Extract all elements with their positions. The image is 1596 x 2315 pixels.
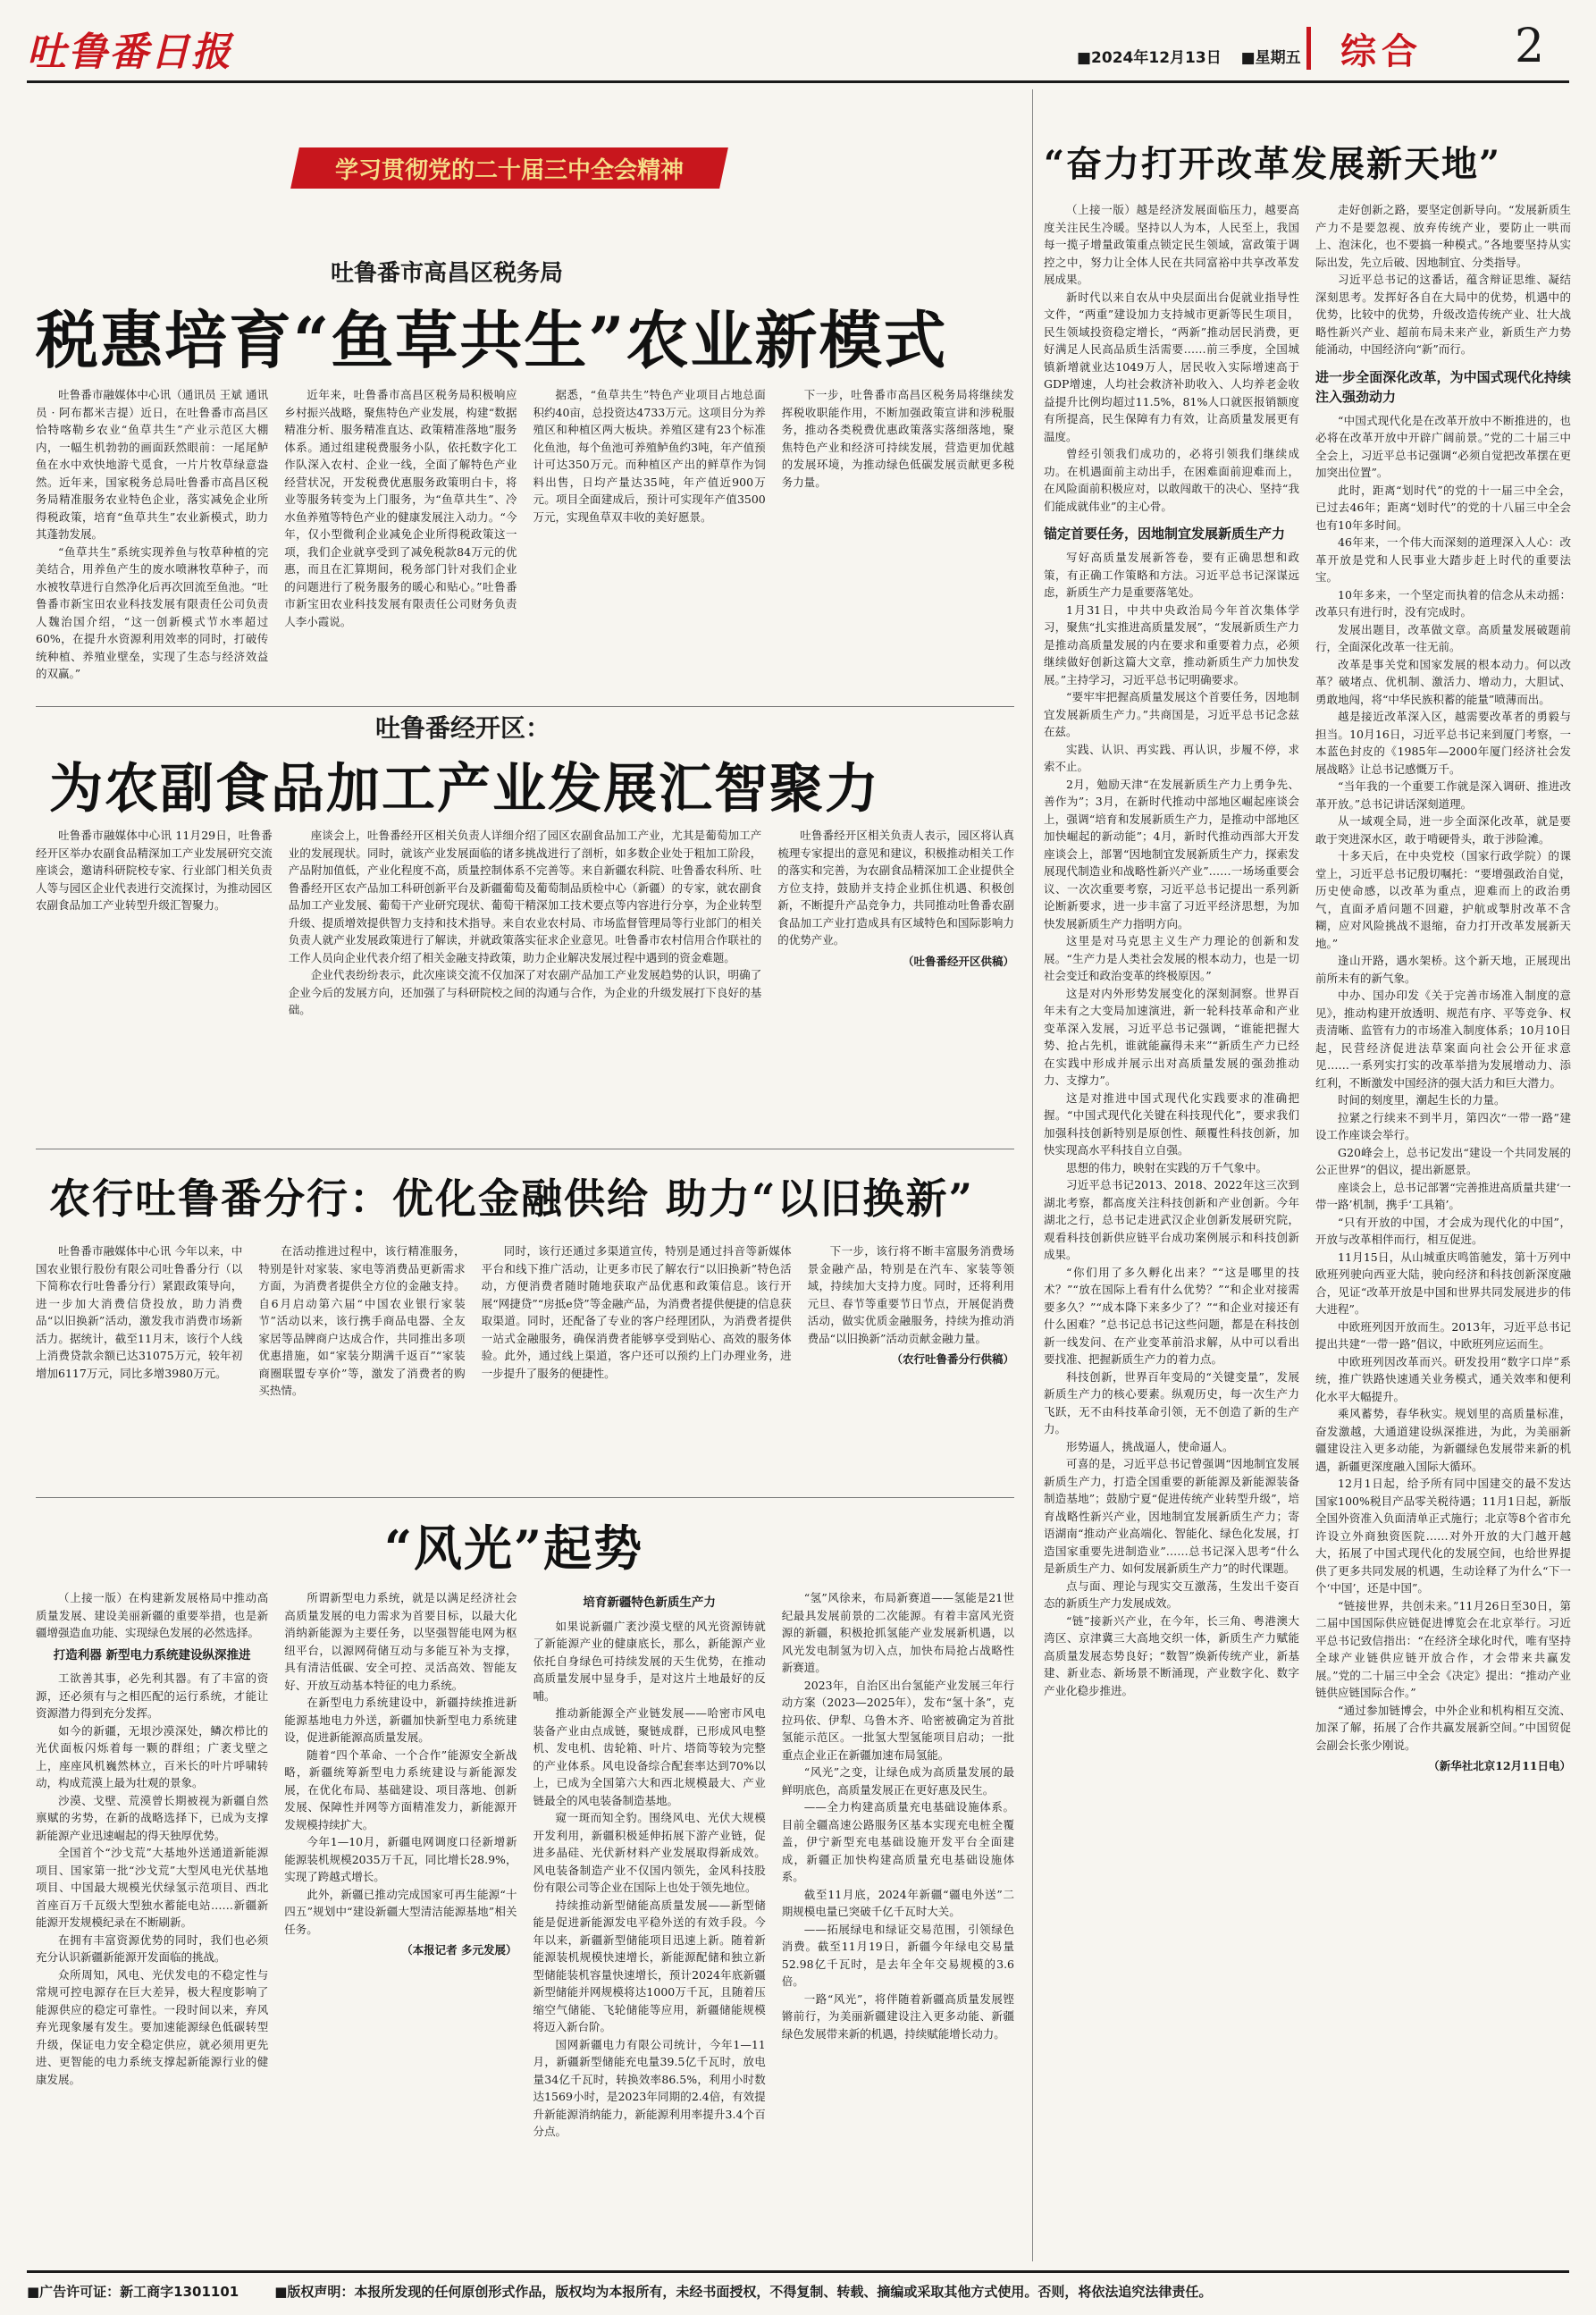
article1-paragraph: 近年来，吐鲁番市高昌区税务局积极响应乡村振兴战略，聚焦特色产业发展，构建“数据精准分析、服务精准直达、政策精准落地”服务体系。通过组建税费服务小队，依托数字化工作队深入农村、企业一线，全面了解特色产业经营状况，开发税费优惠服务政策明白卡，将业等服务转变为上门服务，为“鱼草共生”、冷水鱼养殖等特色产业的健康发展注入动力。“今年，仅小型微利企业减免企业所得税政策这一项，我们企业就享受到了减免税款84万元的优惠，而且在汇算期间，税务部门针对我们企业的问题进行了税务服务的暖心和贴心。”吐鲁番市新宝田农业科技发展有限责任公司财务负责人李小霞说。: [284, 388, 517, 628]
article4-paragraph: 如果说新疆广袤沙漠戈壁的风光资源铸就了新能源产业的健康底长，那么，新能源产业依托自身绿色可持续发展的天生优势，在推动高质量发展中显身手，是对这片土地最好的反哺。: [533, 1619, 766, 1703]
article5-paragraph: 曾经引领我们成功的，必将引领我们继续成功。在机遇面前主动出手，在困难面前迎难而上，在风险面前积极应对，以敢闯敢干的决心、坚持“我们能成就伟业”的主心骨。: [1044, 447, 1299, 513]
article3-paragraph: 在活动推进过程中，该行精准服务，特别是针对家装、家电等消费品更新需求方面，为消费者提供全方位的金融支持。自6月启动第六届“中国农业银行家装节”活动以来，该行携手商品电器、全友家居等品牌商户达成合作，共同推出多项优惠措施，如“家装分期满千返百”“家装商圈联盟专享价”等，激发了消费者的购买热情。: [258, 1244, 466, 1397]
article1-column: [36, 386, 268, 699]
article1-column: [533, 386, 766, 699]
article2-column: [289, 827, 762, 1140]
article5-paragraph: 习近平总书记2013、2018、2022年这三次到湖北考察，都高度关注科技创新和产业创新。今年湖北之行，总书记走进武汉企业创新发展研究院，观看科技创新供应链平台成功案例展示和科技创新成果。: [1044, 1178, 1299, 1261]
ad-license: ■广告许可证：新工商字1301101: [27, 2284, 239, 2300]
article1-kicker: 吐鲁番市高昌区税务局: [331, 260, 564, 287]
article4-column: [782, 1589, 1014, 2261]
article2-paragraph: 吐鲁番市融媒体中心讯 11月29日，吐鲁番经开区举办农副食品精深加工产业发展研究交流座谈会，邀请科研院校专家、行业部门相关负责人等与园区企业代表进行交流探讨，为推动园区农副食品加工产业转型升级汇智聚力。: [36, 829, 273, 912]
article3-credit: （农行吐鲁番分行供稿）: [891, 1352, 1014, 1366]
article2-paragraph: 企业代表纷纷表示，此次座谈交流不仅加深了对农副产品加工产业发展趋势的认识，明确了企业今后的发展方向，还加强了与科研院校之间的沟通与合作，为企业的升级发展打下良好的基础。: [288, 968, 762, 1016]
article4-paragraph: 国网新疆电力有限公司统计，今年1—11月，新疆新型储能充电量39.5亿千瓦时，放电量34亿千瓦时，转换效率86.5%，利用小时数达1569小时，是2023年同期的2.4倍，有效提升新能源消纳能力，新能源利用率提升3.4个百分点。: [533, 2037, 766, 2138]
article5-paragraph: 46年来，一个伟大而深刻的道理深入人心：改革开放是党和人民事业大踏步赶上时代的重要法宝。: [1315, 535, 1571, 584]
article4-column: [36, 1589, 268, 2261]
article4-subheading: 打造利器 新型电力系统建设纵深推进: [53, 1647, 251, 1663]
article5-paragraph: 十多天后，在中央党校（国家行政学院）的课堂上，习近平总书记殷切嘱托：“要增强政治自觉，历史使命感，以改革为重点，迎难而上的政治勇气，直面矛盾问题不回避，护航或掣肘改革不含糊，应对风险挑战不退缩，奋力打开改革发展新天地。”: [1315, 849, 1571, 950]
article4-paragraph: “氢”风徐来，布局新赛道——氢能是21世纪最具发展前景的二次能源。有着丰富风光资源的新疆，积极抢抓氢能产业发展新机遇，以风光发电制氢为切入点，加快布局抢占战略性新赛道。: [781, 1591, 1014, 1674]
article2-column: [36, 827, 273, 1140]
article5-paragraph: 越是接近改革深入区，越需要改革者的勇毅与担当。10月16日，习近平总书记来到厦门考察，一本蓝色封皮的《1985年—2000年厦门经济社会发展战略》让总书记感慨万千。: [1315, 710, 1571, 776]
article5-subheading: 进一步全面深化改革，为中国式现代化持续注入强劲动力: [1315, 368, 1571, 405]
page-number: 2: [1515, 20, 1545, 73]
article5-paragraph: 2月，勉励天津“在发展新质生产力上勇争先、善作为”；3月，在新时代推动中部地区崛起座谈会上，强调“培育和发展新质生产力，是推动中部地区加快崛起的新动能”；4月，新时代推动西部大开发座谈会上，部署“因地制宜发展新质生产力，探索发展现代制造业和战略性新兴产业”……一场场重要会议、一次次重要考察，习近平总书记提出一系列新论断新要求，进一步丰富了习近平经济思想，为加快发展新质生产力指明方向。: [1044, 777, 1299, 930]
article5-paragraph: 习近平总书记的这番话，蕴含辩证思维、凝结深刻思考。发挥好各自在大局中的优势，机遇中的优势，比较中的优势，升级改造传统产业、壮大战略性新兴产业、超前布局未来产业，新质生产力势能涌动，中国经济向“新”而行。: [1315, 273, 1571, 356]
article2-column: [777, 827, 1014, 1140]
article5-paragraph: 写好高质量发展新答卷，要有正确思想和政策，有正确工作策略和方法。习近平总书记深谋远虑，新质生产力是重要落笔处。: [1044, 551, 1299, 599]
article2-paragraph: 吐鲁番经开区相关负责人表示，园区将认真梳理专家提出的意见和建议，积极推动相关工作的落实和完善，为农副食品精深加工企业提供全方位支持，鼓励并支持企业抓住机遇、积极创新，不断提升产品竞争力，共同推动吐鲁番农副食品加工产业打造成具有区域特色和国际影响力的优势产业。: [777, 829, 1014, 947]
article1-title: 税惠培育“鱼草共生”农业新模式: [36, 303, 948, 377]
article5-paragraph: 形势逼人，挑战逼人，使命逼人。: [1066, 1439, 1234, 1453]
article2-credit: （吐鲁番经开区供稿）: [902, 954, 1014, 968]
article4-paragraph: 随着“四个革命、一个合作”能源安全新战略，新疆统筹新型电力系统建设与新能源发展，在优化布局、基础建设、项目落地、创新发展、保障性并网等方面精准发力，新能源开发规模持续扩大。: [284, 1747, 517, 1831]
article3-title: 农行吐鲁番分行：优化金融供给 助力“以旧换新”: [49, 1174, 974, 1223]
section-rule: [36, 706, 1014, 707]
article5-paragraph: 实践、认识、再实践、再认识，步履不停，求索不止。: [1044, 742, 1299, 773]
article5-paragraph: 座谈会上，总书记部署“完善推进高质量共建‘一带一路’机制，携手‘工具箱’。: [1315, 1180, 1571, 1211]
article4-paragraph: 工欲善其事，必先利其器。有了丰富的资源，还必须有与之相匹配的运行系统，才能让资源潜力得到充分发挥。: [36, 1671, 269, 1720]
article3-body: [36, 1242, 1014, 1484]
article4-title: “风光”起势: [384, 1519, 644, 1577]
article4-column: [284, 1589, 517, 2261]
article5-subheading: 锚定首要任务，因地制宜发展新质生产力: [1044, 526, 1286, 542]
section-rule: [36, 1497, 1014, 1498]
section-name: 综合: [1340, 31, 1423, 72]
article4-paragraph: 今年1—10月，新疆电网调度口径新增新能源装机规模2035万千瓦，同比增长28.9%，实现了跨越式增长。: [284, 1835, 517, 1883]
article4-paragraph: 在拥有丰富资源优势的同时，我们也必须充分认识新疆新能源开发面临的挑战。: [36, 1932, 269, 1964]
article4-paragraph: 沙漠、戈壁、荒漠曾长期被视为新疆自然禀赋的劣势，在新的战略选择下，已成为支撑新能源产业迅速崛起的得天独厚优势。: [36, 1793, 269, 1842]
copyright-notice: ■版权声明：本报所发现的任何原创形式作品，版权均为本报所有，未经书面授权，不得复制、转载、摘编或采取其他方式使用。否则，将依法追究法律责任。: [274, 2284, 1213, 2300]
article3-paragraph: 下一步，该行将不断丰富服务消费场景金融产品，特别是在汽车、家装等领域，持续加大支持力度。同时，还将利用元旦、春节等重要节日节点，开展促消费活动，做实优质金融服务，持续为推动消费品“以旧换新”活动贡献金融力量。: [807, 1244, 1014, 1345]
article5-paragraph: 可喜的是，习近平总书记曾强调“因地制宜发展新质生产力，打造全国重要的新能源及新能源装备制造基地”；鼓励宁夏“促进传统产业转型升级”，培育战略性新兴产业，因地制宜发展新质生产力；寄语湖南“推动产业高端化、智能化、绿色化发展，打造国家重要先进制造业”……总书记深入思考“什么是新质生产力、如何发展新质生产力”的时代课题。: [1044, 1457, 1299, 1575]
article4-paragraph: 推动新能源全产业链发展——哈密市风电装备产业由点成链，聚链成群，已形成风电整机、发电机、齿轮箱、叶片、塔筒等较为完整的产业体系。风电设备综合配套率达到70%以上，已成为全国第六大和西北规模最大、产业链最全的风电装备制造基地。: [533, 1706, 766, 1807]
masthead: [27, 20, 1569, 75]
article5-paragraph: 乘风蓄势，春华秋实。规划里的高质量标准，奋发激越，大通道建设纵深推进，为此，为美丽新疆建设注入更多动能，为新疆绿色发展带来新的机遇，新疆更深度融入国际大循环。: [1315, 1407, 1571, 1473]
article4-paragraph: “风光”之变，让绿色成为高质量发展的最鲜明底色，高质量发展正在更好惠及民生。: [781, 1765, 1014, 1797]
article1-paragraph: 据悉，“鱼草共生”特色产业项目占地总面积约40亩，总投资达4733万元。这项目分为养殖区和种植区两大板块。养殖区建有23个标准化鱼池，每个鱼池可养殖鲈鱼约3吨，年产值预计可达350万元。而种植区产出的鲜草作为饲料出售，日均产量达35吨，年产值近900万元。项目全面建成后，预计可实现年产值3500万元，实现鱼草双丰收的美好愿景。: [533, 388, 766, 524]
article1-column: [782, 386, 1014, 699]
article5-paragraph: “通过参加链博会，中外企业和机构相互交流、加深了解，拓展了合作共赢发展新空间。”中国贸促会副会长张少刚说。: [1315, 1703, 1571, 1752]
article5-paragraph: 逢山开路，遇水架桥。这个新天地，正展现出前所未有的新气象。: [1315, 954, 1571, 985]
article5-paragraph: “要牢牢把握高质量发展这个首要任务，因地制宜发展新质生产力。”共商国是，习近平总书记念兹在兹。: [1044, 690, 1299, 738]
article5-paragraph: 10年多来，一个坚定而执着的信念从未动摇：改革只有进行时，没有完成时。: [1315, 587, 1571, 619]
article1-column: [284, 386, 517, 699]
column-divider: [1032, 89, 1033, 2261]
article5-paragraph: 中欧班列因开放而生。2013年，习近平总书记提出共建“一带一路”倡议，中欧班列应运而生。: [1315, 1319, 1571, 1351]
article5-paragraph: 中欧班列因改革而兴。研发投用“数字口岸”系统，推广铁路快速通关业务模式，通关效率和便利化水平大幅提升。: [1315, 1354, 1571, 1403]
article4-paragraph: （上接一版）在构建新发展格局中推动高质量发展、建设美丽新疆的重要举措，也是新疆增强造血功能、实现绿色发展的必然选择。: [36, 1591, 269, 1639]
article5-credit: （新华社北京12月11日电）: [1428, 1759, 1571, 1772]
article3-paragraph: 吐鲁番市融媒体中心讯 今年以来，中国农业银行股份有限公司吐鲁番分行（以下简称农行吐鲁番分行）紧跟政策导向，进一步加大消费信贷投放，助力消费品“以旧换新”活动，激发我市消费市场新活力。据统计，截至11月末，该行个人线上消费贷款余额已达31075万元，较年初增加6117万元，同比多增3980万元。: [36, 1244, 243, 1380]
article5-paragraph: 中办、国办印发《关于完善市场准入制度的意见》，推动构建开放透明、规范有序、平等竞争、权责清晰、监管有力的市场准入制度体系；10月10日起，民营经济促进法草案面向社会公开征求意见……一系列实打实的改革举措为发展增动力、添红利，不断激发中国经济的强大活力和巨大潜力。: [1315, 989, 1571, 1090]
article3-column: [808, 1242, 1014, 1484]
article4-paragraph: 所谓新型电力系统，就是以满足经济社会高质量发展的电力需求为首要目标，以最大化消纳新能源为主要任务，以坚强智能电网为枢纽平台，以源网荷储互动与多能互补为支撑，具有清洁低碳、安全可控、灵活高效、智能友好、开放互动基本特征的电力系统。: [284, 1591, 517, 1692]
article5-paragraph: （上接一版）越是经济发展面临压力，越要高度关注民生冷暖。坚持以人为本，人民至上，我国每一揽子增量政策重点锁定民生领域，富政策于调控之中，努力让全体人民在共同富裕中共享改革发展成果。: [1044, 203, 1299, 286]
article5-paragraph: 科技创新，世界百年变局的“关键变量”，发展新质生产力的核心要素。纵观历史，每一次生产力飞跃，无不由科技革命引领，无不创造了新的生产力。: [1044, 1369, 1299, 1435]
article5-body: [1044, 201, 1571, 2261]
article5-paragraph: 点与面、理论与现实交互激荡，生发出千姿百态的新质生产力发展成效。: [1044, 1578, 1299, 1610]
article4-paragraph: 此外，新疆已推动完成国家可再生能源“十四五”规划中“建设新疆大型清洁能源基地”相关任务。: [284, 1887, 517, 1936]
article1-paragraph: 吐鲁番市融媒体中心讯（通讯员 王斌 通讯员 · 阿布都米吉提）近日，在吐鲁番市高昌区恰特喀勒乡农业“鱼草共生”产业示范区大棚内，一幅生机勃勃的画面跃然眼前：一尾尾鲈鱼在水中欢快地游弋觅食，一片片牧草绿意盎然。近年来，国家税务总局吐鲁番市高昌区税务局精准服务农业特色企业，落实减免企业所得税政策，培育“鱼草共生”农业新模式，助力其蓬勃发展。: [36, 388, 269, 541]
page-footer: [27, 2270, 1569, 2301]
article5-paragraph: 思想的伟力，映射在实践的万千气象中。: [1066, 1160, 1268, 1174]
article4-paragraph: 截至11月底，2024年新疆“疆电外送”二期规模电量已突破千亿千瓦时大关。: [781, 1887, 1014, 1918]
article3-paragraph: 同时，该行还通过多渠道宣传，特别是通过抖音等新媒体平台和线下推广活动，让更多市民了解农行“以旧换新”特色活动，方便消费者随时随地获取产品优惠和政策信息。该行开展“网捷贷”“房抵e贷”等金融产品，为消费者提供便捷的信息获取渠道。同时，还配备了专业的客户经理团队，为消费者提供一站式金融服务，确保消费者能够享受到贴心、高效的服务体验。此外，通过线上渠道，客户还可以预约上门办理业务，进一步提升了服务的便捷性。: [481, 1244, 792, 1380]
article5-paragraph: 这是对推进中国式现代化实践要求的准确把握。“中国式现代化关键在科技现代化”，要求我们加强科技创新特别是原创性、颠覆性科技创新，加快实现高水平科技自立自强。: [1044, 1090, 1299, 1157]
article4-subheading: 培育新疆特色新质生产力: [583, 1595, 716, 1610]
issue-meta: [1077, 45, 1315, 67]
article2-title: 为农副食品加工产业发展汇智聚力: [49, 758, 880, 821]
article4-paragraph: 在新型电力系统建设中，新疆持续推进新能源基地电力外送，新疆加快新型电力系统建设，促进新能源高质量发展。: [284, 1696, 517, 1744]
article4-paragraph: 持续推动新型储能高质量发展——新型储能是促进新能源发电平稳外送的有效手段。今年以来，新疆新型储能项目迅速上新。随着新能源装机规模快速增长，新能源配储和独立新型储能装机容量快速增长，预计2024年底新疆新型储能并网规模将达1000万千瓦，且随着压缩空气储能、飞轮储能等应用，新疆储能规模将迈入新台阶。: [533, 1898, 766, 2033]
article3-column: [258, 1242, 465, 1484]
header-divider: [1306, 27, 1311, 70]
article4-paragraph: 众所周知，风电、光伏发电的不稳定性与常规可控电源存在巨大差异，极大程度影响了能源供应的稳定可靠性。一段时间以来，弃风弃光现象屡有发生。要加速能源绿色低碳转型升级，保证电力安全稳定供应，就必须用更先进、更智能的电力系统支撑起新能源行业的健康发展。: [36, 1967, 269, 2086]
article4-column: [533, 1589, 766, 2261]
article5-paragraph: 1月31日，中共中央政治局今年首次集体学习，聚焦“扎实推进高质量发展”，“发展新质生产力是推动高质量发展的内在要求和重要着力点，必须继续做好创新这篇大文章，推动新质生产力加快发展。”主持学习，习近平总书记明确要求。: [1044, 602, 1299, 686]
article4-body: [36, 1589, 1014, 2261]
article5-paragraph: “链接世界，共创未来。”11月26日至30日，第二届中国国际供应链促进博览会在北京举行。习近平总书记致信指出：“在经济全球化时代，唯有坚持全球产业链供应链开放合作，才会带来共赢发展。”党的二十届三中全会《决定》提出：“推动产业链供应链国际合作。”: [1315, 1598, 1571, 1699]
article4-paragraph: 一路“风光”，将伴随着新疆高质量发展铿锵前行，为美丽新疆建设注入更多动能、新疆绿色发展带来新的机遇，持续赋能增长动力。: [781, 1991, 1014, 2041]
issue-date: ■2024年12月13日: [1077, 49, 1222, 67]
article5-paragraph: 走好创新之路，要坚定创新导向。“发展新质生产力不是要忽视、放弃传统产业，要防止一哄而上、泡沫化，也不要搞一种模式。”各地要坚持从实际出发，先立后破、因地制宜、分类指导。: [1315, 203, 1571, 269]
topic-banner-text: 学习贯彻党的二十届三中全会精神: [334, 157, 684, 184]
article3-column: [36, 1242, 242, 1484]
article5-paragraph: 12月1日起，给予所有同中国建交的最不发达国家100%税目产品零关税待遇；11月1日起，新版全国外资准入负面清单正式施行；北京等8个省市允许设立外商独资医院……对外开放的大门越开越大，拓展了中国式现代化的发展空间，也给世界提供了更多共同发展的机遇，生动诠释了为什么“下一个‘中国’，还是中国”。: [1315, 1477, 1571, 1595]
article4-paragraph: ——全力构建高质量充电基础设施体系。目前全疆高速公路服务区基本实现充电桩全覆盖，伊宁新型充电基础设施开发平台全面建成，新疆正加快构建高质量充电基础设施体系。: [781, 1800, 1014, 1883]
article4-paragraph: 窥一斑而知全豹。围绕风电、光伏大规模开发利用，新疆积极延伸拓展下游产业链，促进多晶硅、光伏新材料产业发展取得新成效。风电装备制造产业不仅国内领先，金风科技股份有限公司等企业在国际上也处于领先地位。: [533, 1811, 766, 1894]
article4-paragraph: ——拓展绿电和绿证交易范围，引领绿色消费。截至11月19日，新疆今年绿电交易量52.98亿千瓦时，是去年全年交易规模的3.6倍。: [781, 1922, 1014, 1988]
article3-column: [482, 1242, 792, 1484]
article5-paragraph: 11月15日，从山城重庆鸣笛驰发，第十万列中欧班列驶向西亚大陆，驶向经济和科技创新深度融合，见证“改革开放是中国和世界共同发展进步的伟大进程”。: [1315, 1250, 1571, 1316]
article5-paragraph: “只有开放的中国，才会成为现代化的中国”，开放与改革相伴而行，相互促进。: [1315, 1215, 1571, 1246]
article2-paragraph: 座谈会上，吐鲁番经开区相关负责人详细介绍了园区农副食品加工产业，尤其是葡萄加工产业的发展现状。同时，就该产业发展面临的诸多挑战进行了剖析，如多数企业处于粗加工阶段，产品附加值低，产业化程度不高，质量控制体系不完善等。来自新疆农科院、吐鲁番农科所、吐鲁番经开区农产品加工科研创新平台及新疆葡萄及葡萄制品质检中心（新疆）的专家，就农副食品加工产业发展、葡萄干产业研究现状、葡萄干精深加工技术要点等内容进行分享，为企业转型升级、提质增效提供智力支持和技术指导。来自农业农村局、市场监督管理局等行业部门的相关负责人就产业发展政策进行了解读，并就政策落实征求企业意见。吐鲁番市农村信用合作联社的工作人员向企业代表介绍了相关金融支持政策，助力企业解决发展过程中遇到的资金难题。: [288, 829, 762, 964]
article5-paragraph: “中国式现代化是在改革开放中不断推进的，也必将在改革开放中开辟广阔前景。”党的二十届三中全会上，习近平总书记强调“必须自觉把改革摆在更加突出位置”。: [1315, 413, 1571, 479]
article4-paragraph: 2023年，自治区出台氢能产业发展三年行动方案（2023—2025年），发布“氢十条”，克拉玛依、伊犁、乌鲁木齐、哈密被确定为首批氢能示范区。一批氢大型氢能项目启动；一批重点企业正在新疆加速布局氢能。: [781, 1678, 1014, 1762]
article5-paragraph: “链”接新兴产业，在今年，长三角、粤港澳大湾区、京津冀三大高地交织一体，新质生产力赋能高质量发展态势良好；“数智”焕新传统产业，新基建、新业态、新场景不断涌现，产业数字化、数字产业化稳步推进。: [1044, 1613, 1299, 1697]
article1-paragraph: “鱼草共生”系统实现养鱼与牧草种植的完美结合，用养鱼产生的废水喷淋牧草种子，而水被牧草进行自然净化后再次回流至鱼池。“吐鲁番市新宝田农业科技发展有限责任公司负责人魏治国介绍，“这一创新模式节水率超过60%，在提升水资源利用效率的同时，打破传统种植、养殖业壁垒，实现了生态与经济效益的双赢。”: [36, 544, 269, 680]
article5-paragraph: 此时，距离“划时代”的党的十一届三中全会，已过去46年；距离“划时代”的党的十八届三中全会也有10年多时间。: [1315, 483, 1571, 532]
article5-paragraph: 改革是事关党和国家发展的根本动力。何以改革？破堵点、优机制、激活力、增动力，大胆试、勇敢地闯，将“中华民族积蓄的能量”喷薄而出。: [1315, 657, 1571, 706]
header-rule: [27, 80, 1569, 83]
article4-paragraph: 如今的新疆，无垠沙漠深处，鳞次栉比的光伏面板闪烁着每一颗的群组；广袤戈壁之上，座座风机巍然林立，百米长的叶片呼啸转动，构成荒漠上最为壮观的景象。: [36, 1723, 269, 1789]
article5-paragraph: 拉紧之行续来不到半月，第四次“一带一路”建设工作座谈会举行。: [1315, 1110, 1571, 1141]
article2-body: [36, 827, 1014, 1140]
issue-weekday: ■星期五: [1240, 49, 1301, 67]
article5-paragraph: 发展出题目，改革做文章。高质量发展破题前行，全面深化改革一往无前。: [1315, 622, 1571, 653]
article4-author: （本报记者 多元发展）: [401, 1943, 517, 1957]
article5-column: [1315, 201, 1571, 2261]
article5-paragraph: 新时代以来自农从中央层面出台促就业指导性文件，“两重”建设加力支持城市更新等民生项目，民生领域投资稳定增长，“两新”推动居民消费，更好满足人民高品质生活需要……前三季度，全国城镇新增就业达1049万人，居民收入实际增速高于GDP增速，人均社会救济补助收入、人均养老金收益提升比例均超过11.5%，81%人口就医报销额度有所提高，民生保障有力有效，让高质量发展更有温度。: [1044, 290, 1299, 443]
article2-kicker: 吐鲁番经开区：: [375, 713, 551, 743]
article5-paragraph: “当年我的一个重要工作就是深入调研、推进改革开放。”总书记讲话深刻道理。: [1315, 779, 1571, 811]
article5-paragraph: 这里是对马克思主义生产力理论的创新和发展。“生产力是人类社会发展的根本动力，也是一切社会变迁和政治变革的终极原因。”: [1044, 934, 1299, 982]
article5-column: [1044, 201, 1299, 2261]
article5-paragraph: G20峰会上，总书记发出“建设一个共同发展的公正世界”的倡议，提出新愿景。: [1315, 1145, 1571, 1176]
article1-body: [36, 386, 1014, 699]
article5-paragraph: 这是对内外形势发展变化的深刻洞察。世界百年未有之大变局加速演进，新一轮科技革命和产业变革深入发展，习近平总书记强调，“谁能把握大势、抢占先机，谁就能赢得未来”“新质生产力已经在实践中形成并展示出对高质量发展的强劲推动力、支撑力”。: [1044, 986, 1299, 1087]
article5-title: “奋力打开改革发展新天地”: [1044, 143, 1502, 185]
article1-paragraph: 下一步，吐鲁番市高昌区税务局将继续发挥税收职能作用，不断加强政策宣讲和涉税服务，推动各类税费优惠政策落实落细落地，聚焦特色产业和经济可持续发展，营造更加优越的发展环境，为推动绿色低碳发展贡献更多税务力量。: [781, 388, 1014, 489]
article5-paragraph: “你们用了多久孵化出来？”“这是哪里的技术？”“放在国际上看有什么优势？”“和企业对接需要多久？”“成本降下来多少了？”“和企业对接还有什么困难？”总书记总书记这些问题，都是在科技创新一线发问、在产业变革前沿求解，从中可以看出要找准、把握新质生产力的着力点。: [1044, 1265, 1299, 1366]
article5-paragraph: 时间的刻度里，潮起生长的力量。: [1338, 1093, 1506, 1107]
newspaper-logo: 吐鲁番日报: [27, 29, 232, 75]
article4-paragraph: 全国首个“沙戈荒”大基地外送通道新能源项目、国家第一批“沙戈荒”大型风电光伏基地项目、中国最大规模光伏绿氢示范项目、西北首座百万千瓦级大型独水蓄能电站……新疆新能源开发规模纪录在不断刷新。: [36, 1846, 269, 1929]
article5-paragraph: 从一域观全局，进一步全面深化改革，就是要敢于突进深水区，敢于啃硬骨头，敢于涉险滩。: [1315, 814, 1571, 846]
